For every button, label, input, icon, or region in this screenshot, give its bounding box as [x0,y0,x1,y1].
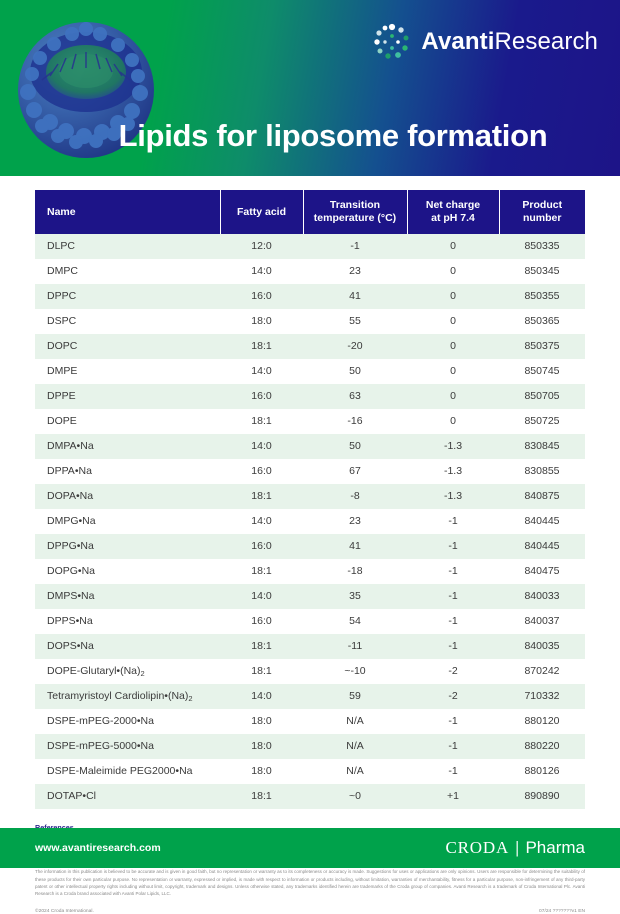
page-header [0,0,620,176]
cell-net-charge: -1 [448,639,458,652]
table-section [0,176,620,809]
table-row [35,284,585,309]
table-row [35,609,585,634]
table-row [35,509,585,534]
legal-footer-row [35,909,585,914]
table-header-row [35,190,585,234]
cell-product-number: 850345 [524,265,560,278]
cell-transition-temperature: 67 [349,465,361,478]
logo-word-avanti: Avanti [421,28,495,55]
cell-transition-temperature: 50 [349,365,361,378]
cell-product-number: 870242 [524,664,560,677]
cell-fatty-acid: 16:0 [251,540,272,553]
cell-product-number: 830845 [524,440,560,453]
cell-net-charge: 0 [450,390,456,403]
avanti-research-logo [372,22,598,62]
cell-name: Tetramyristoyl $Cardiolipin•(Na)_2$ [47,689,193,703]
cell-transition-temperature: -20 [347,340,363,353]
logo-wordmark [421,28,598,56]
table-row [35,234,585,259]
cell-name: DSPE-mPEG-2000•Na [47,714,154,727]
column-header-transition-temperature [303,190,407,234]
logo-word-research: Research [494,28,598,55]
cell-name: DOPE-$Glutaryl•(Na)_2$ [47,664,145,678]
cell-transition-temperature: -18 [347,565,363,578]
cell-transition-temperature: 23 [349,515,361,528]
cell-fatty-acid: 14:0 [251,365,272,378]
croda-pharma-logo [446,838,585,858]
cell-product-number: 880220 [524,739,560,752]
pharma-wordmark: Pharma [525,838,585,857]
cell-net-charge: -1 [448,739,458,752]
cell-name: DOPG•Na [47,565,96,578]
table-row [35,684,585,709]
table-row [35,409,585,434]
cell-fatty-acid: 18:1 [251,490,272,503]
cell-fatty-acid: 18:0 [251,764,272,777]
cell-net-charge: 0 [450,415,456,428]
transition-line-1: Transition [329,199,381,211]
cell-net-charge: +1 [447,789,459,802]
cell-net-charge: -1 [448,565,458,578]
cell-name: DOPS•Na [47,639,94,652]
table-row [35,359,585,384]
cell-product-number: 840037 [524,614,560,627]
cell-fatty-acid: 14:0 [251,265,272,278]
cell-name: DMPA•Na [47,440,94,453]
cell-net-charge: -1.3 [443,465,463,478]
cell-transition-temperature: ~0 [349,789,361,802]
cell-fatty-acid: 14:0 [251,689,272,702]
table-row [35,734,585,759]
cell-product-number: 880126 [524,764,560,777]
cell-net-charge: -2 [448,664,458,677]
table-row [35,259,585,284]
cell-fatty-acid: 18:0 [251,315,272,328]
cell-name: DMPC [47,265,78,278]
cell-product-number: 850745 [524,365,560,378]
cell-net-charge: -1 [448,515,458,528]
cell-product-number: 850335 [524,240,560,253]
table-row [35,784,585,809]
cell-name: DPPA•Na [47,465,92,478]
table-body [35,234,585,808]
cell-transition-temperature: 23 [349,265,361,278]
cell-net-charge: -1 [448,590,458,602]
cell-name: DPPS•Na [47,614,93,627]
cell-transition-temperature: N/A [346,714,364,727]
cell-transition-temperature: -16 [347,415,363,428]
cell-fatty-acid: 18:0 [251,714,272,727]
cell-product-number: 840033 [524,590,560,602]
cell-fatty-acid: 16:0 [251,390,272,403]
table-row [35,559,585,584]
cell-transition-temperature: -1 [350,240,360,253]
transition-line-2: temperature (°C) [313,212,397,225]
column-header-product-number: Product number [499,190,585,234]
table-row [35,459,585,484]
document-code: 07/24 ???????v1 EN [539,908,585,914]
cell-name: DMPE [47,365,78,378]
table-row [35,334,585,359]
cell-transition-temperature: ~-10 [344,664,366,677]
cell-transition-temperature: 55 [349,315,361,328]
table-header [35,190,585,234]
cell-fatty-acid: 16:0 [251,290,272,303]
cell-fatty-acid: 14:0 [251,515,272,528]
cell-name: DPPG•Na [47,540,94,553]
cell-product-number: 850355 [524,290,560,303]
copyright-text: ©2024 Croda International. [35,908,94,914]
cell-net-charge: -1 [448,714,458,727]
cell-transition-temperature: -8 [350,490,360,503]
cell-net-charge: 0 [450,290,456,303]
cell-net-charge: -1 [448,540,458,553]
cell-net-charge: 0 [450,365,456,378]
cell-fatty-acid: 18:1 [251,340,272,353]
cell-name: DMPG•Na [47,515,96,528]
croda-wordmark: CRODA [445,838,510,857]
cell-fatty-acid: 18:1 [251,639,272,652]
column-header-name: Name [35,190,220,234]
cell-name: DPPE [47,390,76,403]
cell-product-number: 850705 [524,390,560,403]
cell-name: DSPC [47,315,77,328]
cell-net-charge: 0 [450,340,456,353]
column-header-net-charge [407,190,499,234]
table-row [35,484,585,509]
cell-name: DMPS•Na [47,590,95,602]
brand-separator: | [515,838,520,857]
cell-transition-temperature: 41 [349,540,361,553]
cell-net-charge: -1 [448,764,458,777]
page-title: Lipids for liposome formation [118,118,548,153]
cell-product-number: 850365 [524,315,560,328]
cell-name: DOPE [47,415,77,428]
cell-product-number: 710332 [524,689,560,702]
cell-fatty-acid: 14:0 [251,440,272,453]
cell-net-charge: 0 [450,240,456,253]
table-row [35,534,585,559]
page-footer [0,828,620,868]
cell-transition-temperature: 59 [349,689,361,702]
cell-net-charge: 0 [450,315,456,328]
table-row [35,434,585,459]
cell-fatty-acid: 14:0 [251,590,272,602]
cell-product-number: 880120 [524,714,560,727]
table-row [35,584,585,609]
cell-product-number: 840035 [524,639,560,652]
cell-fatty-acid: 16:0 [251,614,272,627]
column-header-fatty-acid: Fatty acid [220,190,303,234]
cell-fatty-acid: 18:1 [251,789,272,802]
cell-net-charge: -1.3 [443,440,463,453]
net-charge-line-2: at pH 7.4 [431,212,475,225]
cell-product-number: 840445 [524,540,560,553]
cell-fatty-acid: 18:1 [251,664,272,677]
table-row [35,659,585,684]
table-row [35,384,585,409]
cell-product-number: 850725 [524,415,560,428]
table-row [35,634,585,659]
table-row [35,709,585,734]
cell-transition-temperature: 35 [349,590,361,602]
cell-net-charge: -1 [448,614,458,627]
lipids-table [35,190,585,809]
name-subscript: 2 [188,693,193,703]
cell-name: DOPC [47,340,78,353]
cell-transition-temperature: -11 [347,639,363,652]
cell-fatty-acid: 18:0 [251,739,272,752]
cell-net-charge: -1.3 [443,490,463,503]
cell-name: DOPA•Na [47,490,94,503]
cell-net-charge: -2 [448,689,458,702]
cell-name: DPPC [47,290,77,303]
avanti-dot-ring-logo-icon [372,22,412,62]
non-warranty-body: The information in this publication is believed to be accurate and is given in good faith, but no representation or warranty as to its completeness or accuracy is made. Suggestions for uses or applications are only opinions. Users are responsible for determining the suitability of these products for their own particular purpose. No representation or warranty, expressed or implied, is made with respect to information or products including, without limitation, warranties of merchantability, fitness for a particular purpose, non-infringement of any third-party patent or other intellectual property rights including without limit, copyright, trademark and designs. Unless otherwise stated, any trademarks identified herein are trademarks of the Croda group of companies. Avanti Research is a trademark of Croda International Plc. Avanti Research is a Croda brand associated with Avanti Polar Lipids, LLC. [35,869,585,897]
cell-transition-temperature: N/A [346,764,364,777]
cell-fatty-acid: 16:0 [251,465,272,478]
cell-product-number: 840475 [524,565,560,578]
cell-transition-temperature: N/A [346,739,364,752]
cell-product-number: 840445 [524,515,560,528]
table-row [35,309,585,334]
footer-website-link[interactable]: www.avantiresearch.com [35,842,161,854]
cell-net-charge: 0 [450,265,456,278]
cell-fatty-acid: 18:1 [251,565,272,578]
cell-product-number: 830855 [524,465,560,478]
cell-transition-temperature: 41 [349,290,361,303]
table-row [35,759,585,784]
cell-fatty-acid: 12:0 [251,240,272,253]
cell-transition-temperature: 50 [349,440,361,453]
cell-name: DSPE-Maleimide PEG2000•Na [47,764,193,777]
cell-name: DLPC [47,240,76,253]
net-charge-line-1: Net charge [425,199,481,211]
cell-fatty-acid: 18:1 [251,415,272,428]
cell-product-number: 890890 [524,789,560,802]
cell-product-number: 840875 [524,490,560,503]
cell-name: DOTAP•Cl [47,789,96,802]
cell-transition-temperature: 63 [349,390,361,403]
name-subscript: 2 [140,668,145,678]
cell-name: DSPE-mPEG-5000•Na [47,739,154,752]
cell-product-number: 850375 [524,340,560,353]
cell-transition-temperature: 54 [349,614,361,627]
